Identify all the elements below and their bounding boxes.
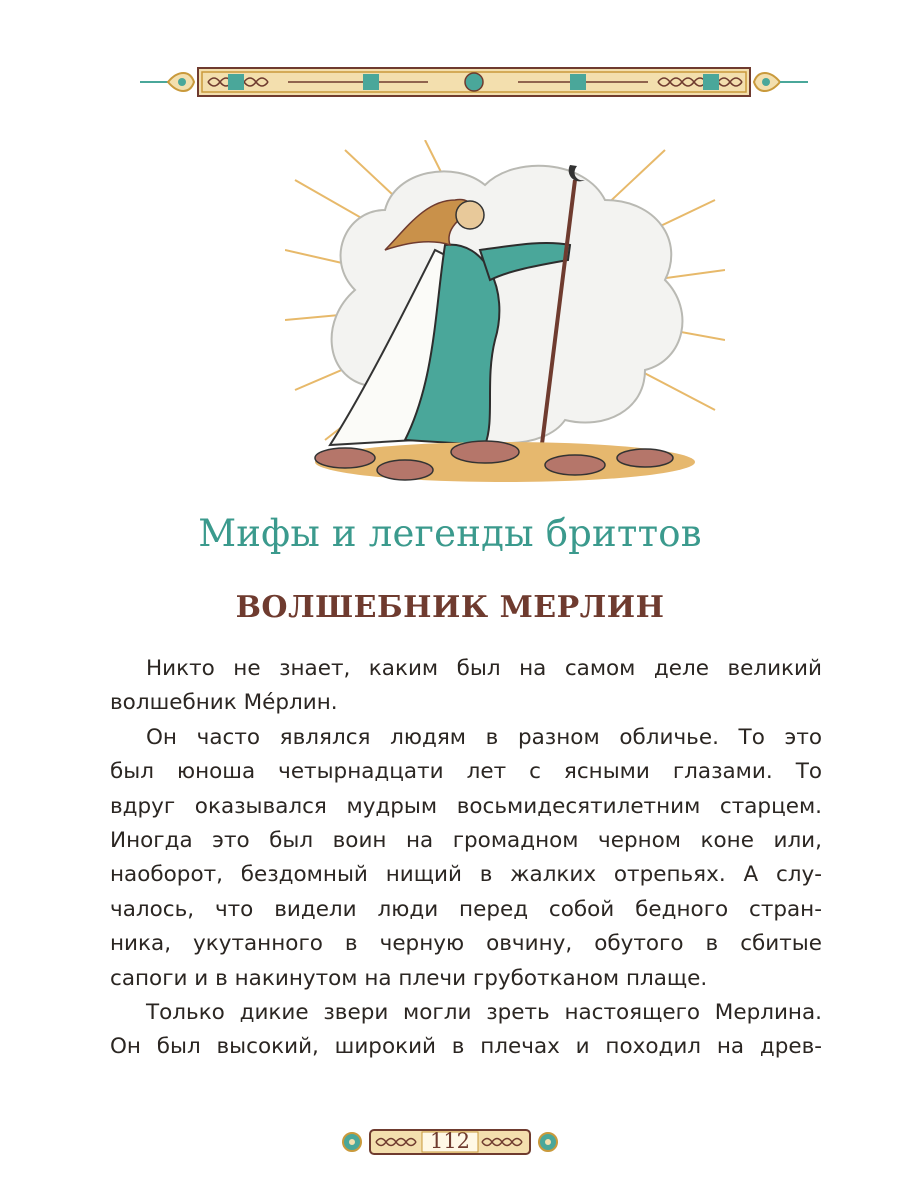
- text-line: Только дикие звери могли зреть настоящего Мерлина.: [146, 1000, 822, 1026]
- text-line: Он был высокий, широкий в плечах и походил на древ-: [110, 1034, 822, 1060]
- series-title: Мифы и легенды бриттов: [198, 512, 702, 555]
- text-line: Никто не знает, каким был на самом деле великий: [146, 656, 822, 681]
- story-title: ВОЛШЕБНИК МЕРЛИН: [235, 590, 665, 625]
- text-line: Он часто являлся людям в разном обличье. То это: [146, 724, 822, 750]
- text-line: был юноша четырнадцати лет с ясными глазами. То: [110, 759, 822, 785]
- paragraph-3: [110, 996, 822, 1065]
- text-line: Иногда это был воин на громадном черном коне или,: [110, 828, 822, 854]
- wizard-head: [456, 201, 484, 229]
- top-ornament-band: [138, 64, 810, 100]
- rocky-ground: [315, 441, 695, 482]
- ornament-right-flourish: [754, 73, 808, 91]
- text-line: наоборот, бездомный нищий в жалких отрепьях. А слу-: [110, 862, 822, 888]
- text-line: сапоги и в накинутом на плечи груботканом плаще.: [110, 965, 708, 991]
- paragraph-1: [110, 652, 822, 721]
- text-line: ника, укутанного в черную овчину, обутого в сбитые: [110, 931, 822, 957]
- text-line: вдруг оказывался мудрым восьмидесятилетним старцем.: [110, 793, 822, 819]
- text-line: чалось, что видели люди перед собой бедного стран-: [110, 896, 822, 922]
- page-number: 112: [429, 1129, 471, 1153]
- flourish-right-icon: [539, 1133, 557, 1151]
- merlin-illustration: [285, 140, 725, 500]
- paragraph-2: [110, 721, 822, 996]
- flourish-left-icon: [343, 1133, 361, 1151]
- text-line: волшебник Ме́рлин.: [110, 690, 338, 716]
- ornament-left-flourish: [140, 73, 194, 91]
- story-body: [110, 652, 822, 1065]
